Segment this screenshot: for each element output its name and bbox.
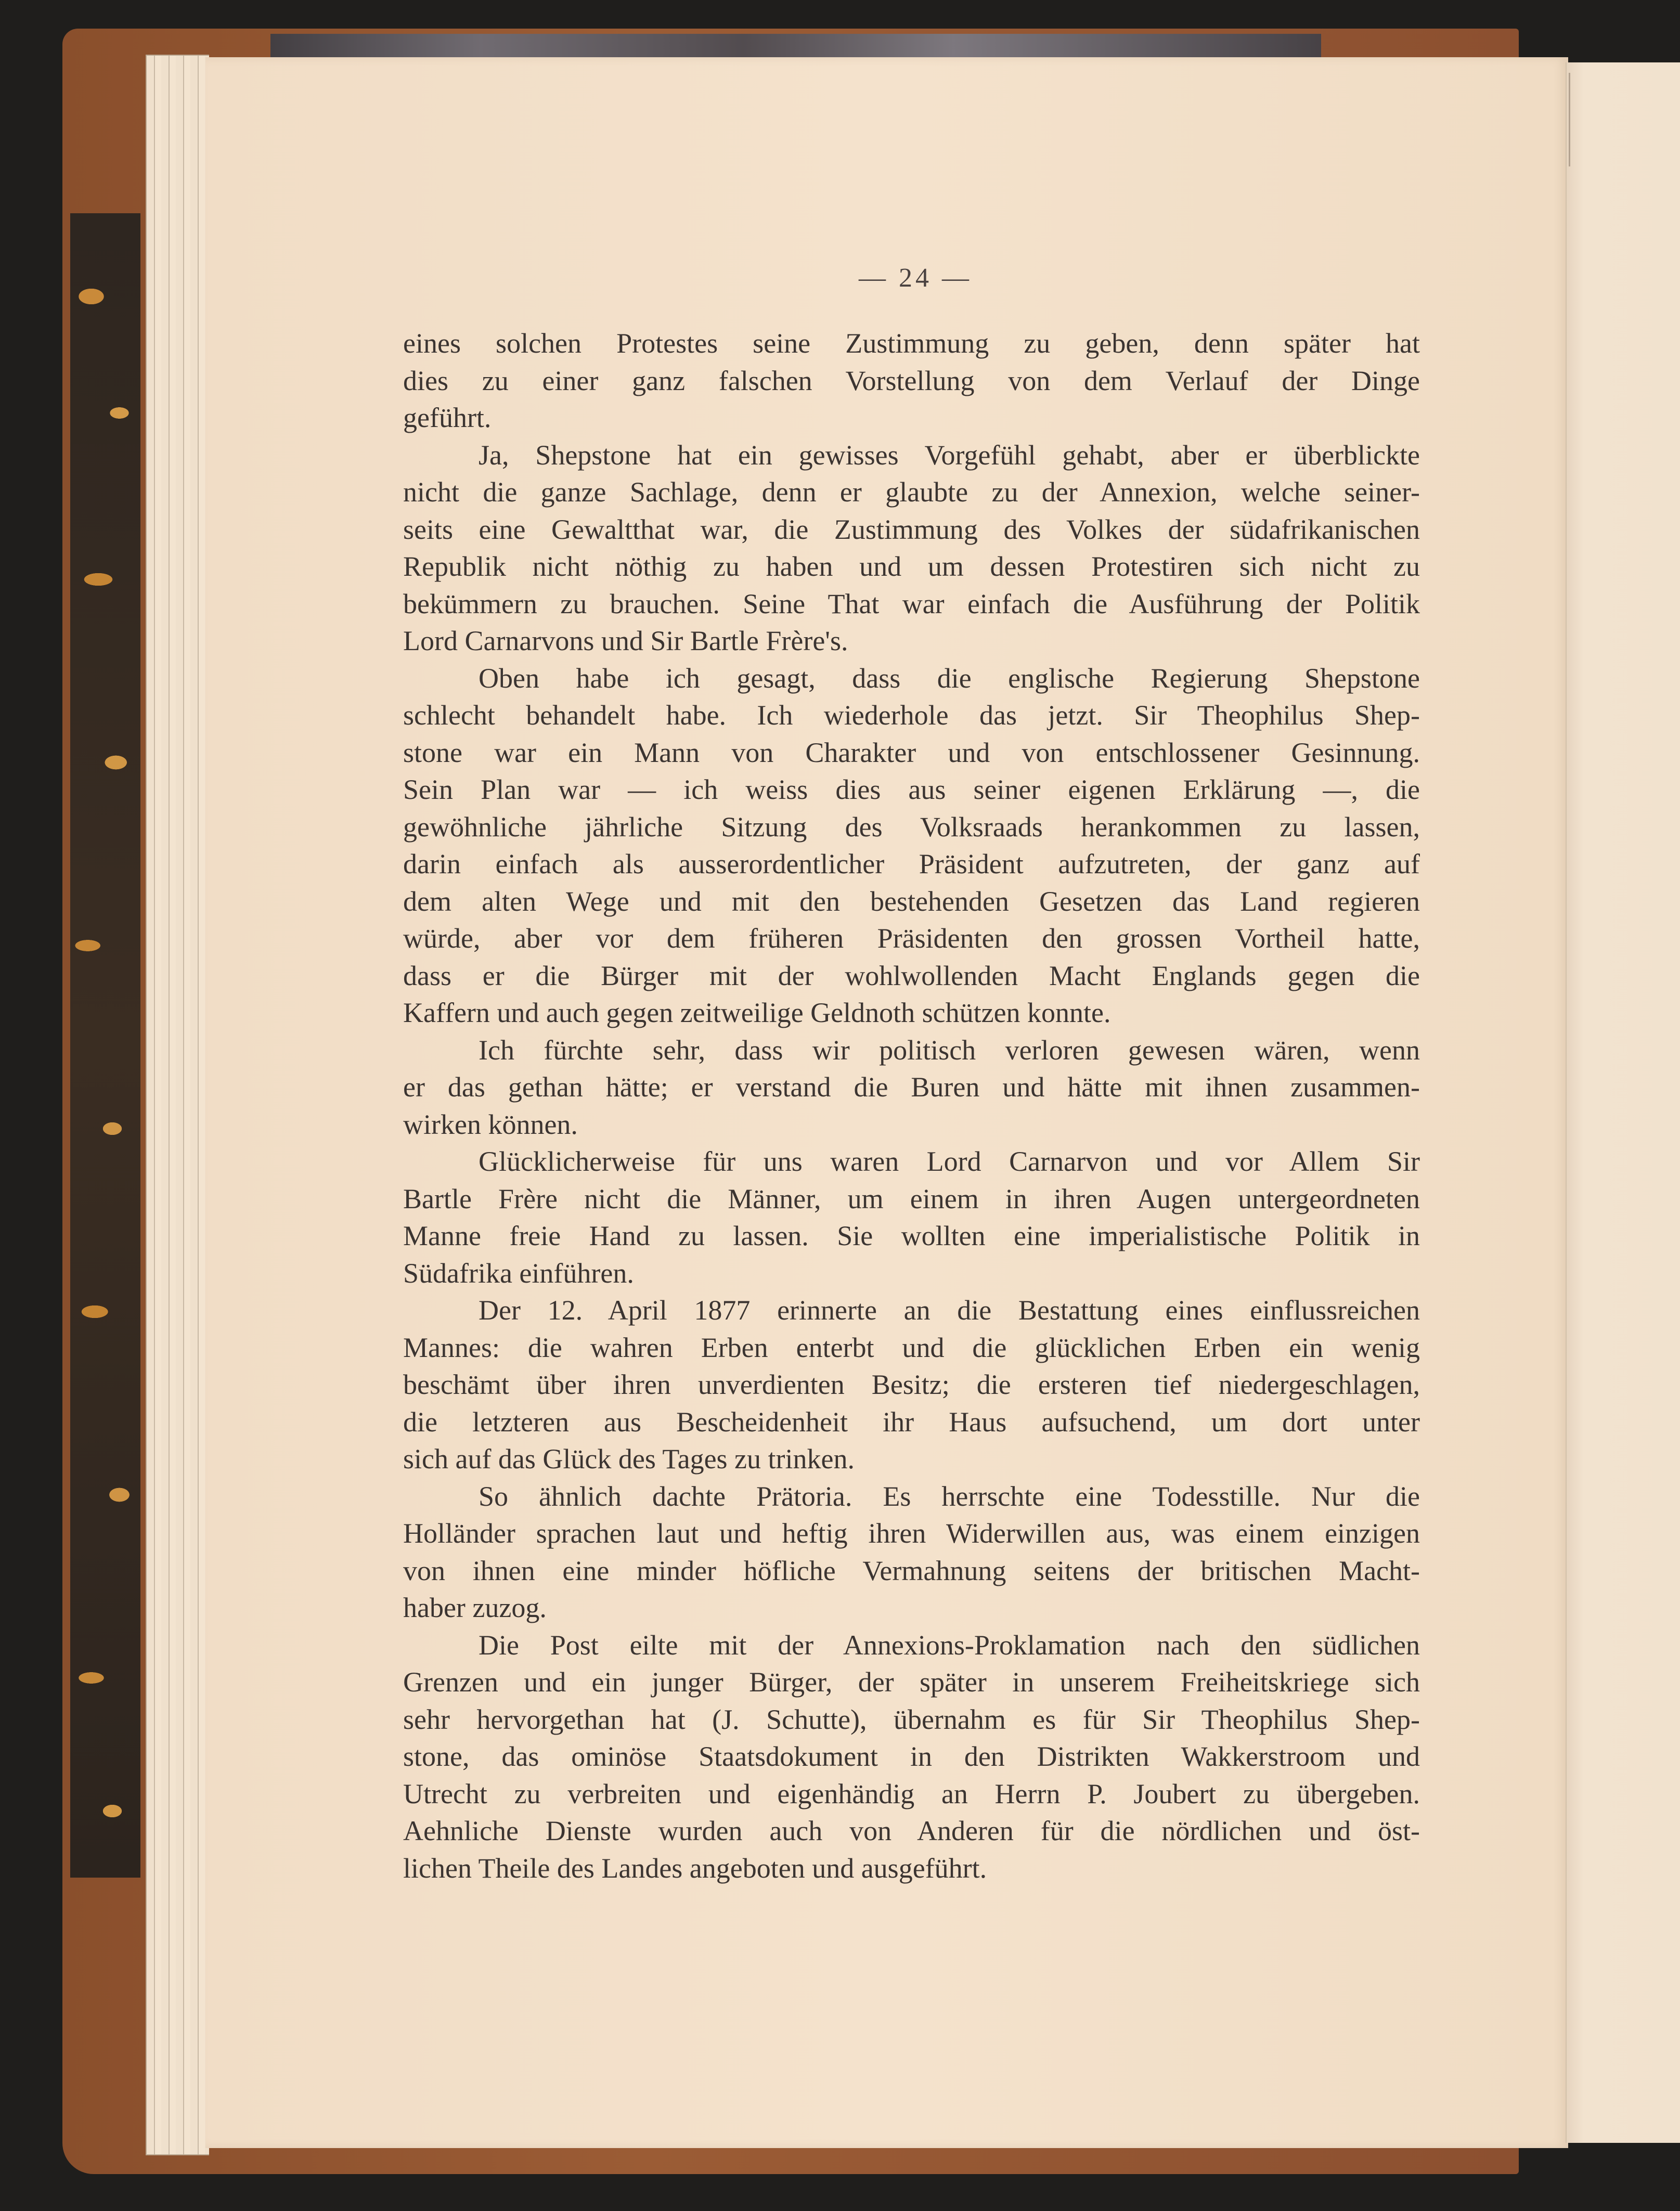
page-stack-edges xyxy=(146,55,209,2155)
text-line: Glücklicherweise für uns waren Lord Carnarvon und vor Allem Sir xyxy=(479,1146,1420,1177)
text-line: eines solchen Protestes seine Zustimmung zu geben, denn später hat xyxy=(403,328,1420,359)
paragraph-3 xyxy=(403,660,1420,1032)
text-line: gewöhnliche jährliche Sitzung des Volksraads herankommen zu lassen, xyxy=(403,811,1420,843)
text-line: haber zuzog. xyxy=(403,1592,547,1623)
text-line: von ihnen eine minder höfliche Vermahnung seitens der britischen Macht- xyxy=(403,1555,1420,1586)
text-line: seits eine Gewaltthat war, die Zustimmung des Volkes der südafrikanischen xyxy=(403,513,1420,545)
text-line: Der 12. April 1877 erinnerte an die Bestattung eines einflussreichen xyxy=(479,1295,1420,1326)
text-line: Südafrika einführen. xyxy=(403,1257,634,1289)
text-line: sich auf das Glück des Tages zu trinken. xyxy=(403,1443,855,1475)
text-line: er das gethan hätte; er verstand die Buren und hätte mit ihnen zusammen- xyxy=(403,1071,1420,1103)
text-line: geführt. xyxy=(403,402,492,433)
text-line: Bartle Frère nicht die Männer, um einem in ihren Augen untergeordneten xyxy=(403,1183,1420,1214)
text-line: wirken können. xyxy=(403,1108,578,1140)
paragraph-5 xyxy=(403,1143,1420,1292)
text-line: Grenzen und ein junger Bürger, der später in unserem Freiheitskriege sich xyxy=(403,1666,1420,1698)
text-line: stone war ein Mann von Charakter und von entschlossener Gesinnung. xyxy=(403,736,1420,768)
text-line: Utrecht zu verbreiten und eigenhändig an Herrn P. Joubert zu übergeben. xyxy=(403,1778,1420,1809)
paragraph-8 xyxy=(403,1627,1420,1887)
gutter-crease xyxy=(1569,73,1570,166)
paragraph-6 xyxy=(403,1292,1420,1478)
text-line: dass er die Bürger mit der wohlwollenden Macht Englands gegen die xyxy=(403,960,1420,991)
text-line: Oben habe ich gesagt, dass die englische Regierung Shepstone xyxy=(479,662,1420,694)
text-line: beschämt über ihren unverdienten Besitz; die ersteren tief niedergeschlagen, xyxy=(403,1369,1420,1400)
text-line: Holländer sprachen laut und heftig ihren Widerwillen aus, was einem einzigen xyxy=(403,1518,1420,1549)
text-line: Die Post eilte mit der Annexions-Proklamation nach den südlichen xyxy=(479,1629,1420,1661)
paragraph-7 xyxy=(403,1478,1420,1627)
text-line: Lord Carnarvons und Sir Bartle Frère's. xyxy=(403,625,848,656)
text-line: So ähnlich dachte Prätoria. Es herrschte eine Todesstille. Nur die xyxy=(479,1480,1420,1512)
text-line: Mannes: die wahren Erben enterbt und die glücklichen Erben ein wenig xyxy=(403,1331,1420,1363)
text-line: Ja, Shepstone hat ein gewisses Vorgefühl gehabt, aber er überblickte xyxy=(479,439,1420,471)
text-line: dem alten Wege und mit den bestehenden Gesetzen das Land regieren xyxy=(403,885,1420,917)
page-number: — 24 — xyxy=(859,263,972,293)
paragraph-4 xyxy=(403,1032,1420,1144)
text-line: stone, das ominöse Staatsdokument in den Distrikten Wakkerstroom und xyxy=(403,1741,1420,1772)
text-line: nicht die ganze Sachlage, denn er glaubte zu der Annexion, welche seiner- xyxy=(403,476,1420,508)
text-line: darin einfach als ausserordentlicher Präsident aufzutreten, der ganz auf xyxy=(403,848,1420,880)
paragraph-2 xyxy=(403,437,1420,660)
facing-page-edge xyxy=(1566,62,1680,2143)
paragraph-1 xyxy=(403,325,1420,437)
text-line: Manne freie Hand zu lassen. Sie wollten eine imperialistische Politik in xyxy=(403,1220,1420,1251)
text-line: bekümmern zu brauchen. Seine That war einfach die Ausführung der Politik xyxy=(403,588,1420,619)
text-line: dies zu einer ganz falschen Vorstellung von dem Verlauf der Dinge xyxy=(403,365,1420,396)
text-line: die letzteren aus Bescheidenheit ihr Haus aufsuchend, um dort unter xyxy=(403,1406,1420,1438)
body-text xyxy=(403,325,1420,1887)
text-line: Sein Plan war — ich weiss dies aus seiner eigenen Erklärung —, die xyxy=(403,774,1420,805)
cover-worn-edge xyxy=(270,34,1321,57)
text-line: würde, aber vor dem früheren Präsidenten den grossen Vortheil hatte, xyxy=(403,923,1420,954)
marbled-spine-strip xyxy=(70,213,140,1878)
text-line: Aehnliche Dienste wurden auch von Anderen für die nördlichen und öst- xyxy=(403,1815,1420,1846)
text-line: Ich fürchte sehr, dass wir politisch verloren gewesen wären, wenn xyxy=(479,1034,1420,1066)
text-line: sehr hervorgethan hat (J. Schutte), übernahm es für Sir Theophilus Shep- xyxy=(403,1703,1420,1735)
text-line: lichen Theile des Landes angeboten und ausgeführt. xyxy=(403,1852,987,1884)
text-line: Republik nicht nöthig zu haben und um dessen Protestiren sich nicht zu xyxy=(403,551,1420,582)
text-line: Kaffern und auch gegen zeitweilige Geldnoth schützen konnte. xyxy=(403,997,1111,1028)
text-line: schlecht behandelt habe. Ich wiederhole das jetzt. Sir Theophilus Shep- xyxy=(403,700,1420,731)
